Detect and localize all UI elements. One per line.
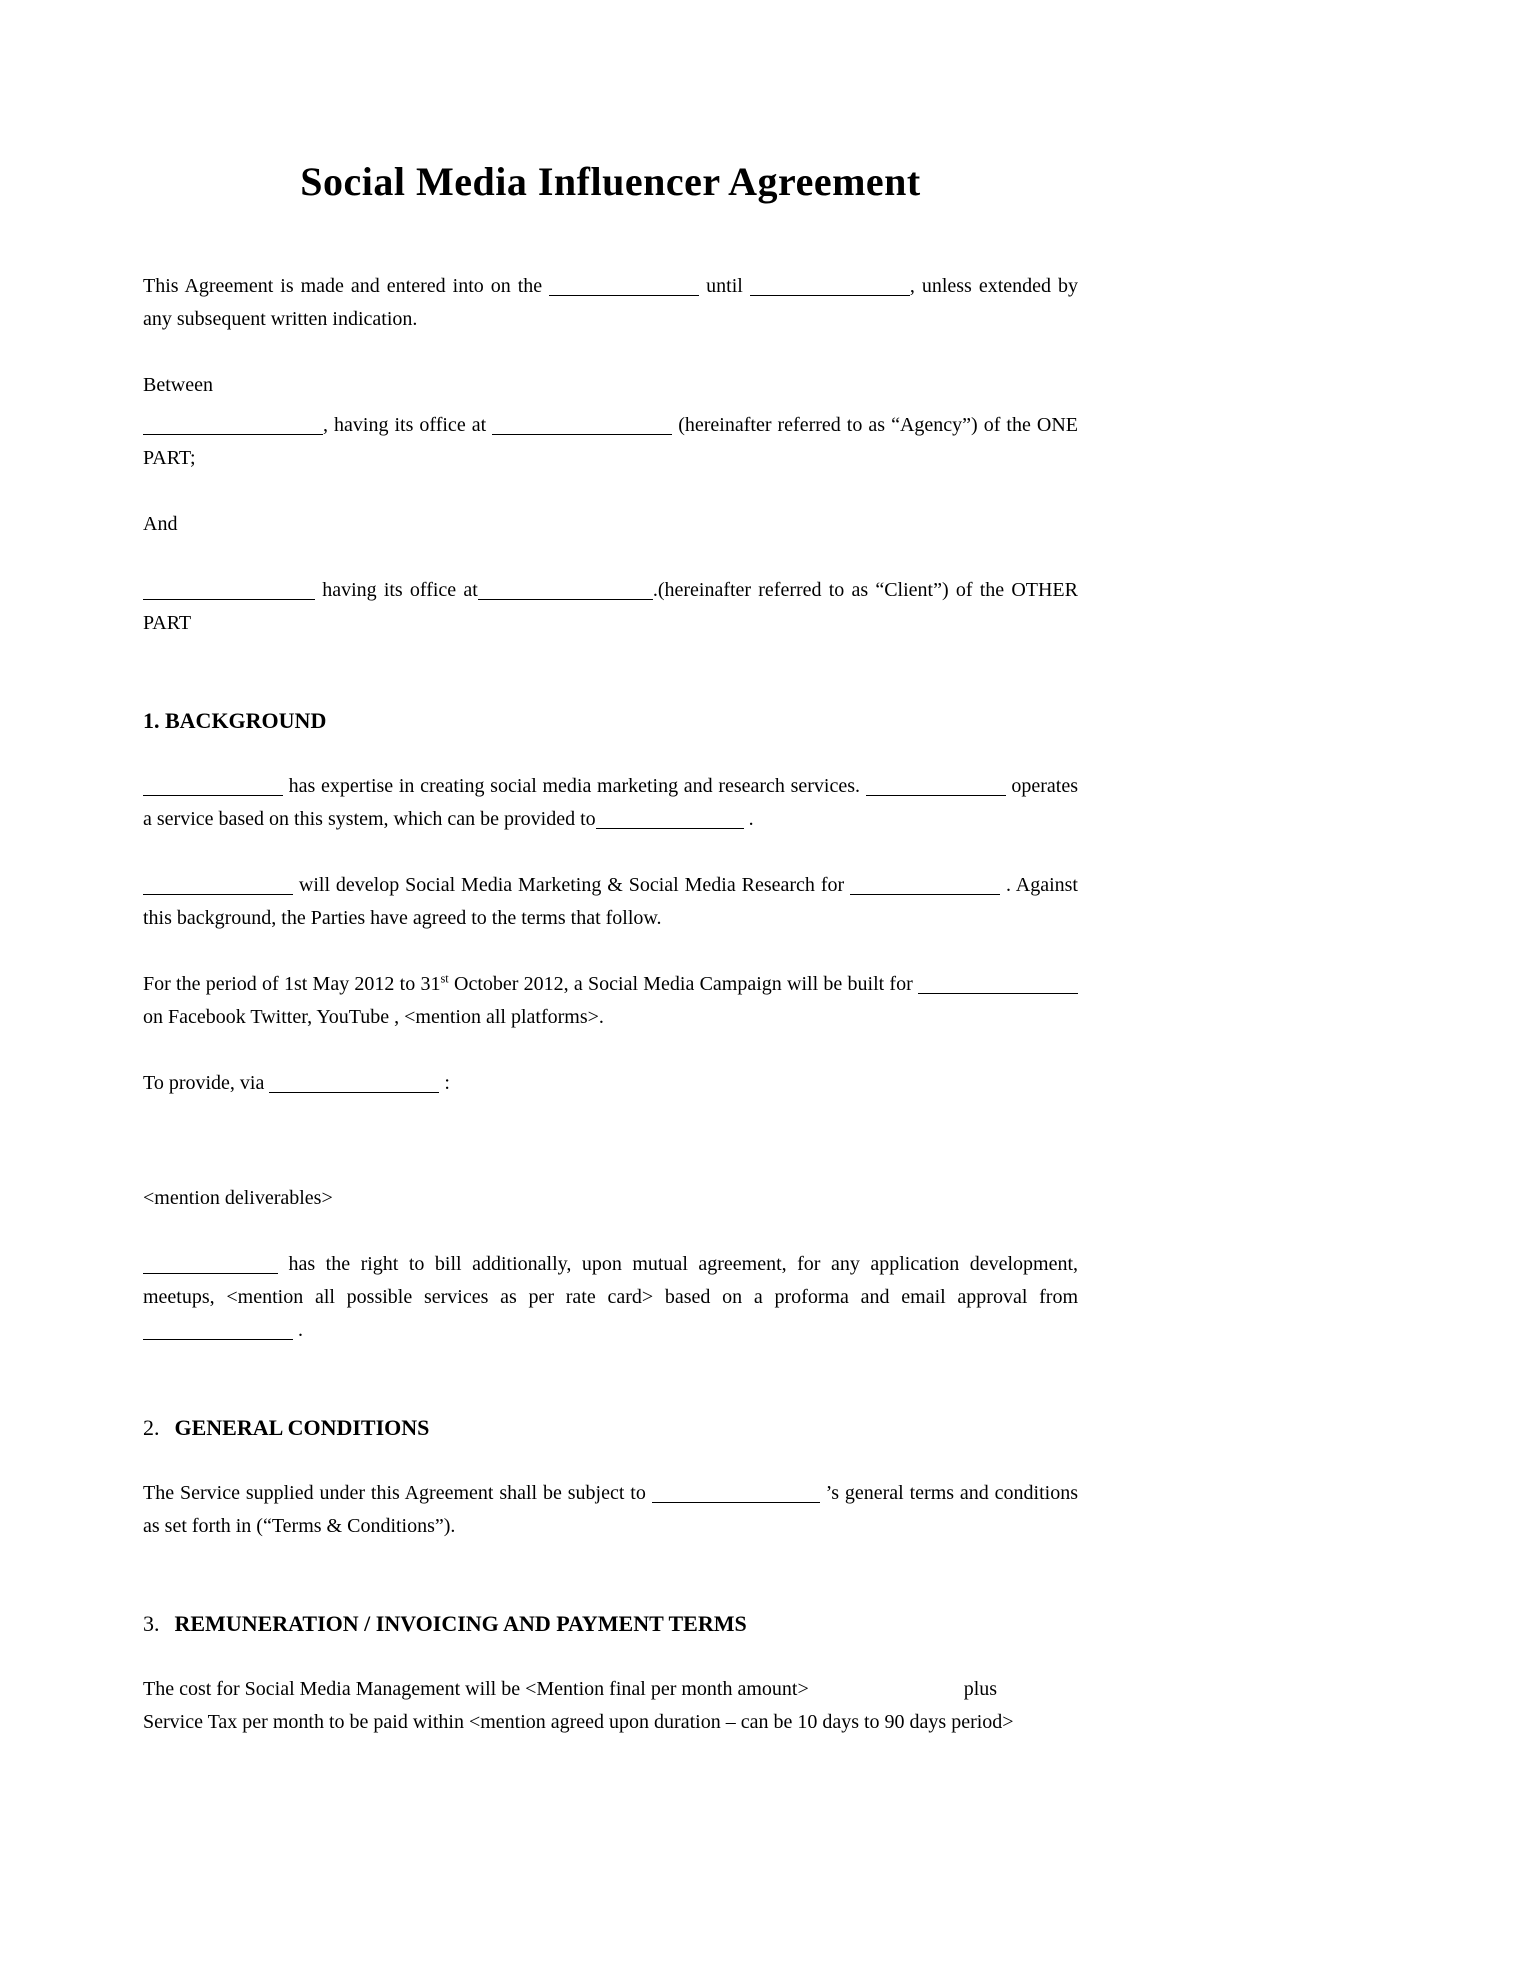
paragraph <box>143 1067 1078 1100</box>
paragraph <box>143 1673 1078 1739</box>
blank-field <box>143 581 315 600</box>
blank-field <box>492 416 672 435</box>
text-run: October 2012, a Social Media Campaign will be built for <box>448 973 918 995</box>
text-run: Service Tax per month to be paid within <mention agreed upon duration – can be 10 days to 90 days period> <box>143 1711 1014 1733</box>
blank-field <box>143 416 323 435</box>
text-run: (hereinafter referred to as “Agency”) of the ONE PART; <box>143 414 1078 469</box>
paragraph <box>143 869 1078 935</box>
paragraph <box>143 409 1078 475</box>
blank-field <box>143 1255 278 1274</box>
blank-field <box>143 876 293 895</box>
blank-field <box>549 277 699 296</box>
blank-field <box>596 810 744 829</box>
blank-field <box>143 777 283 796</box>
text-run: REMUNERATION / INVOICING AND PAYMENT TERMS <box>174 1611 747 1636</box>
paragraph <box>143 1248 1078 1347</box>
text-run: . <box>743 808 754 830</box>
paragraph <box>143 770 1078 836</box>
text-run: And <box>143 513 178 535</box>
blank-field <box>850 876 1000 895</box>
text-run: has the right to bill additionally, upon mutual agreement, for any application development, meetups, <mention all possible services as per rate card> based on a proforma and email approval from <box>143 1253 1078 1308</box>
text-run: . Against this background, the Parties have agreed to the terms that follow. <box>143 874 1078 929</box>
text-run: This Agreement is made and entered into on the <box>143 275 550 297</box>
text-run: , having its office at <box>323 414 493 436</box>
text-run: . <box>293 1319 303 1341</box>
text-run: <mention deliverables> <box>143 1187 333 1209</box>
text-run: operates a service based on this system, which can be provided to <box>143 775 1079 830</box>
text-run: : <box>439 1072 450 1094</box>
heading-number: 2. <box>143 1415 160 1440</box>
text-run: on Facebook Twitter, YouTube , <mention all platforms>. <box>143 1006 604 1028</box>
gap-spacer <box>809 1694 964 1695</box>
text-run: Between <box>143 374 213 396</box>
text-run: GENERAL CONDITIONS <box>174 1415 430 1440</box>
paragraph <box>143 1182 1078 1215</box>
text-run: The cost for Social Media Management will be <Mention final per month amount> <box>143 1678 809 1700</box>
section-heading <box>143 1411 1078 1444</box>
section-heading <box>143 1607 1078 1640</box>
blank-field <box>478 581 653 600</box>
blank-field <box>143 1321 293 1340</box>
blank-field <box>269 1074 439 1093</box>
text-run: plus <box>963 1678 998 1700</box>
paragraph <box>143 508 1078 541</box>
text-run: until <box>699 275 750 297</box>
text-run: To provide, via <box>143 1072 270 1094</box>
paragraph <box>143 1477 1078 1543</box>
text-run: having its office at <box>315 579 478 601</box>
blank-field <box>918 975 1078 994</box>
text-run: For the period of 1st May 2012 to 31 <box>143 973 441 995</box>
paragraph <box>143 574 1078 640</box>
text-run: 1. BACKGROUND <box>143 708 327 733</box>
text-run: ’s general terms and conditions as set forth in (“Terms & Conditions”). <box>143 1482 1079 1537</box>
section-heading <box>143 704 1078 737</box>
text-run: .(hereinafter referred to as “Client”) of the OTHER PART <box>143 579 1078 634</box>
paragraph <box>143 369 1078 402</box>
document-body <box>143 158 1078 1739</box>
text-run: , unless extended by any subsequent written indication. <box>143 275 1079 330</box>
document-title: Social Media Influencer Agreement <box>300 159 921 204</box>
blank-field <box>652 1484 820 1503</box>
paragraph <box>143 968 1078 1034</box>
blank-field <box>750 277 910 296</box>
paragraph <box>143 270 1078 336</box>
heading-number: 3. <box>143 1611 160 1636</box>
ordinal-superscript: st <box>440 971 449 986</box>
text-run: has expertise in creating social media marketing and research services. <box>283 775 866 797</box>
blank-field <box>866 777 1006 796</box>
text-run: will develop Social Media Marketing & Social Media Research for <box>293 874 851 896</box>
text-run: The Service supplied under this Agreement shall be subject to <box>143 1482 652 1504</box>
